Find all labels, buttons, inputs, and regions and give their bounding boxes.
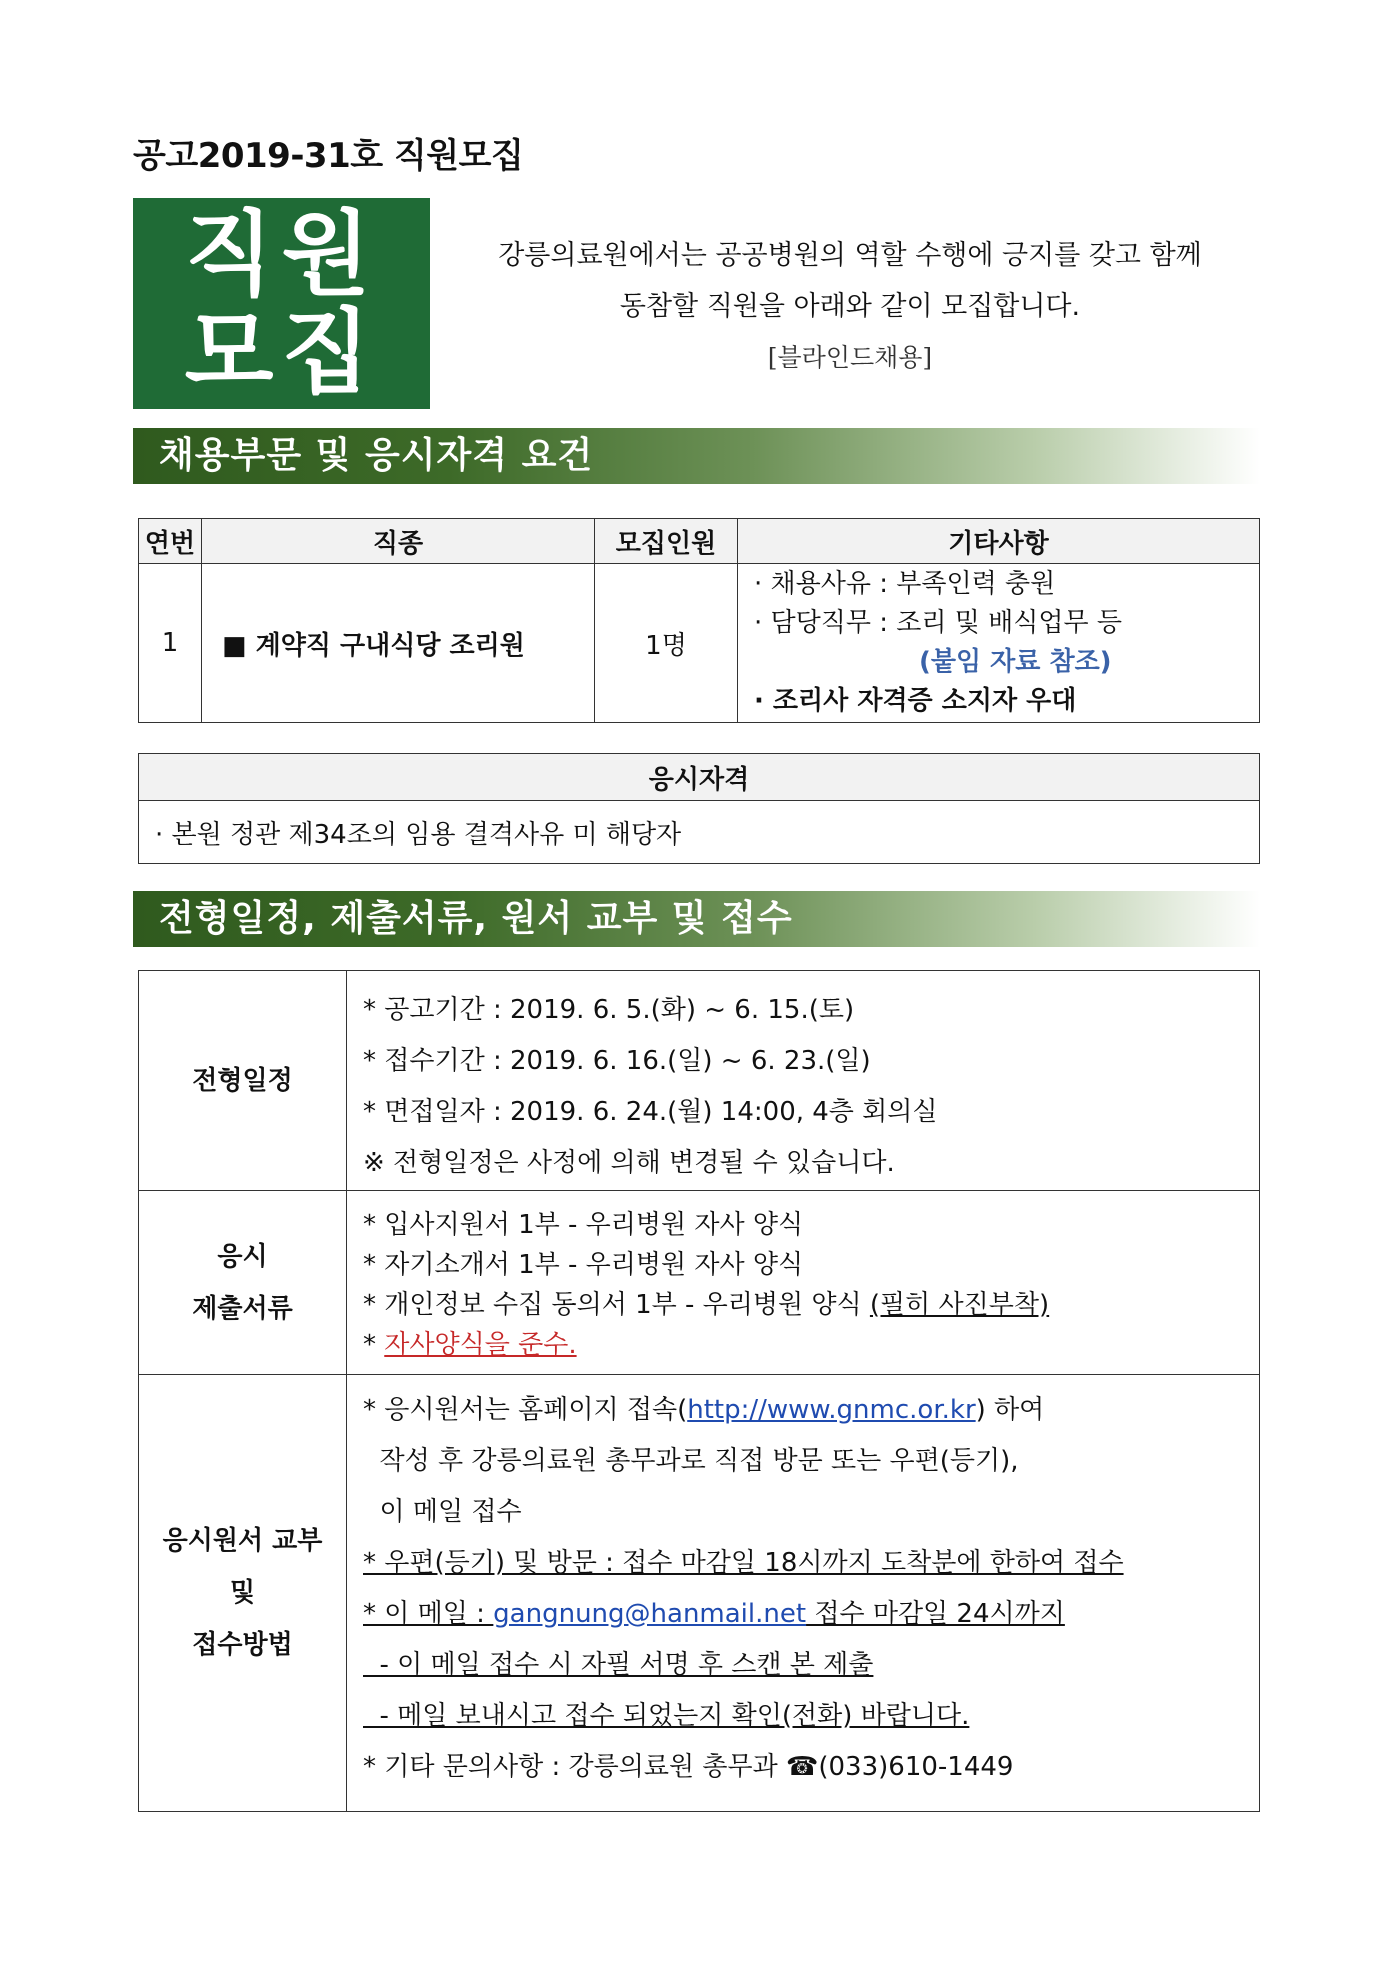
logo-line2: 모집 <box>184 298 379 406</box>
table-header-row <box>139 519 1260 564</box>
schedule-row <box>139 971 1260 1191</box>
section1-title: 채용부문 및 응시자격 요건 <box>133 428 1260 484</box>
intro-text <box>440 230 1260 383</box>
apply-line: 이 메일 접수 <box>363 1497 522 1527</box>
cell-job: ■ 계약직 구내식당 조리원 <box>202 564 595 723</box>
apply-line <box>363 1385 1258 1436</box>
apply-line: - 이 메일 접수 시 자필 서명 후 스캔 본 제출 <box>363 1650 874 1680</box>
apply-label-line1: 응시원서 교부 <box>162 1526 323 1556</box>
schedule-line: ※ 전형일정은 사정에 의해 변경될 수 있습니다. <box>363 1148 895 1178</box>
documents-row <box>139 1191 1260 1375</box>
apply-label <box>139 1375 347 1812</box>
apply-line: 작성 후 강릉의료원 총무과로 직접 방문 또는 우편(등기), <box>363 1446 1019 1476</box>
schedule-content <box>347 971 1260 1191</box>
page-title: 공고2019-31호 직원모집 <box>133 136 524 176</box>
document-text: * 개인정보 수집 동의서 1부 - 우리병원 양식 <box>363 1290 870 1320</box>
section2-title: 전형일정, 제출서류, 원서 교부 및 접수 <box>133 891 1260 947</box>
email-link[interactable]: gangnung@hanmail.net <box>493 1599 807 1629</box>
apply-line <box>363 1589 1258 1640</box>
process-table <box>138 970 1260 1812</box>
document-star: * <box>363 1330 385 1360</box>
homepage-link[interactable]: http://www.gnmc.or.kr <box>687 1395 976 1425</box>
document-line: * 입사지원서 1부 - 우리병원 자사 양식 <box>363 1210 804 1240</box>
header-misc: 기타사항 <box>738 519 1260 564</box>
schedule-label: 전형일정 <box>139 971 347 1191</box>
apply-label-line3: 접수방법 <box>192 1630 293 1660</box>
document-line <box>363 1325 1258 1365</box>
schedule-line: * 면접일자 : 2019. 6. 24.(월) 14:00, 4층 회의실 <box>363 1097 938 1127</box>
apply-row <box>139 1375 1260 1812</box>
documents-content <box>347 1191 1260 1375</box>
qualify-header: 응시자격 <box>139 754 1260 801</box>
misc-line2: · 담당직무 : 조리 및 배식업무 등 <box>754 608 1123 638</box>
documents-label <box>139 1191 347 1375</box>
qualify-table <box>138 753 1260 864</box>
intro-line2: 동참할 직원을 아래와 같이 모집합니다. <box>619 291 1081 322</box>
schedule-line: * 공고기간 : 2019. 6. 5.(화) ~ 6. 15.(토) <box>363 995 855 1025</box>
documents-label-line1: 응시 <box>217 1241 268 1272</box>
header-no: 연번 <box>139 519 202 564</box>
photo-note: (필히 사진부착) <box>869 1290 1050 1320</box>
apply-line: * 기타 문의사항 : 강릉의료원 총무과 ☎(033)610-1449 <box>363 1752 1014 1782</box>
cell-no: 1 <box>139 564 202 723</box>
misc-line1: · 채용사유 : 부족인력 충원 <box>754 569 1056 599</box>
cell-count: 1명 <box>595 564 738 723</box>
recruit-logo <box>133 198 430 409</box>
cell-misc <box>738 564 1260 723</box>
apply-text: * 이 메일 : <box>363 1599 494 1629</box>
apply-text: ) 하여 <box>975 1395 1045 1425</box>
apply-content <box>347 1375 1260 1812</box>
header-job: 직종 <box>202 519 595 564</box>
header-count: 모집인원 <box>595 519 738 564</box>
form-warning: 자사양식을 준수. <box>384 1330 577 1360</box>
misc-line4: · 조리사 자격증 소지자 우대 <box>754 686 1077 716</box>
intro-line3: [블라인드채용] <box>767 343 933 372</box>
qualify-text: · 본원 정관 제34조의 임용 결격사유 미 해당자 <box>139 801 1260 864</box>
recruit-table <box>138 518 1260 723</box>
documents-label-line2: 제출서류 <box>192 1293 293 1324</box>
logo-line1: 직원 <box>184 200 379 308</box>
misc-line3: (붙임 자료 참조) <box>919 647 1112 677</box>
schedule-line: * 접수기간 : 2019. 6. 16.(일) ~ 6. 23.(일) <box>363 1046 871 1076</box>
document-line <box>363 1285 1258 1325</box>
document-line: * 자기소개서 1부 - 우리병원 자사 양식 <box>363 1250 804 1280</box>
apply-line: * 우편(등기) 및 방문 : 접수 마감일 18시까지 도착분에 한하여 접수 <box>363 1548 1124 1578</box>
apply-text: 접수 마감일 24시까지 <box>806 1599 1065 1629</box>
apply-line: - 메일 보내시고 접수 되었는지 확인(전화) 바랍니다. <box>363 1701 970 1731</box>
apply-text: * 응시원서는 홈페이지 접속( <box>363 1395 688 1425</box>
intro-line1: 강릉의료원에서는 공공병원의 역할 수행에 긍지를 갖고 함께 <box>498 240 1202 271</box>
table-row <box>139 564 1260 723</box>
apply-label-line2: 및 <box>229 1578 256 1608</box>
